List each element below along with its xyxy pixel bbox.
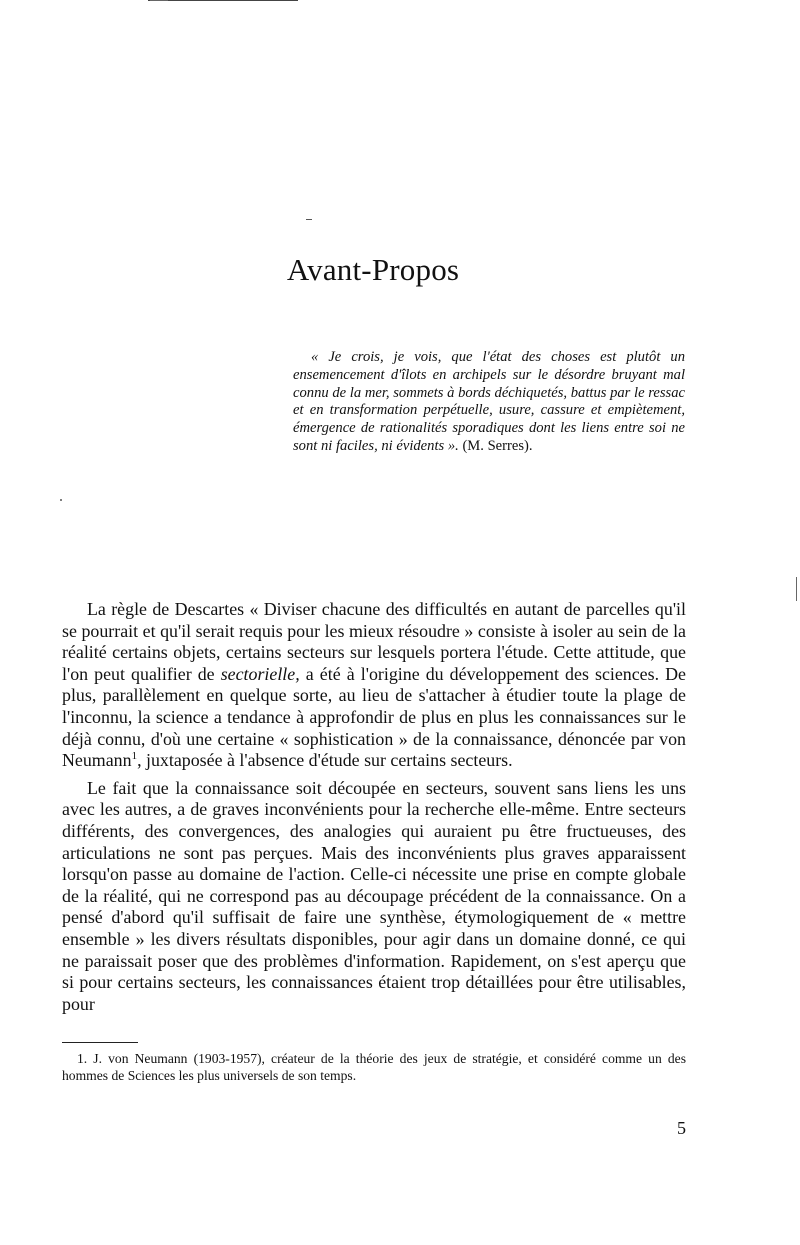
page-number: 5 [677,1118,686,1138]
print-speck [60,499,62,501]
page-title: Avant-Propos [286,252,460,287]
footnote-1: 1. J. von Neumann (1903-1957), créateur de la théorie des jeux de stratégie, et considéré comme un des hommes de Sciences les plus universels de son temps. [62,1051,686,1083]
body-text [62,599,686,1021]
epigraph [293,349,685,456]
print-speck [306,219,312,220]
footnote-reference[interactable]: 1 [131,750,138,763]
paragraph-2: Le fait que la connaissance soit découpée en secteurs, souvent sans liens les uns avec les autres, a de graves inconvénients pour la recherche elle-même. Entre secteurs différents, des convergences, des analogies qui auraient pu être fructueuses, des articulations ne sont pas perçues. Mais des inconvénients plus graves apparaissent lorsqu'on passe au domaine de l'action. Celle-ci nécessite une prise en compte globale de la réalité, qui ne correspond pas au découpage précédent de la connaissance. On a pensé d'abord qu'il suffisait de faire une synthèse, étymologiquement de « mettre ensemble » les divers résultats disponibles, pour agir dans un domaine donné, ce qui ne paraissait poser que des problèmes d'information. Rapidement, on s'est aperçu que si pour certains secteurs, les connaissances étaient trop détaillées pour être utilisables, pour [62,777,686,1014]
paragraph-1 [62,599,686,772]
footnote-separator [62,1042,138,1043]
paragraph-1-text-cont: a été à l'origine du développement des sciences. De plus, parallèlement en quelque sorte, au lieu de s'attacher à étudier toute la plage de l'inconnu, la science a tendance à approfondir de plus en plus les connaissances sur le déjà connu, d'où une certaine « sophistication » de la connaissance, dénoncée par von Neumann [62,663,687,771]
page-edge-mark [796,577,797,601]
paragraph-1-emphasis: sectorielle, [220,663,300,684]
paragraph-1-text-end: , juxtaposée à l'absence d'étude sur certains secteurs. [137,750,513,771]
top-rule-mark [150,0,168,1]
paragraph-1-text: La règle de Descartes « Diviser chacune des difficultés en autant de parcelles qu'il se pourrait et qu'il serait requis pour les mieux résoudre » consiste à isoler au sein de la réalité certains objets, certains secteurs sur lesquels portera l'étude. Cette attitude, que l'on peut qualifier de [62,599,686,684]
epigraph-quote: « Je crois, je vois, que l'état des choses est plutôt un ensemencement d'îlots en archipels sur le désordre bruyant mal connu de la mer, sommets à bords déchiquetés, battus par le ressac et en transformation perpétuelle, usure, cassure et empiètement, émergence de rationalités sporadiques dont les liens entre soi ne sont ni faciles, ni évidents ». [293,349,685,454]
epigraph-attribution: (M. Serres). [462,437,533,454]
top-rule [148,0,298,1]
